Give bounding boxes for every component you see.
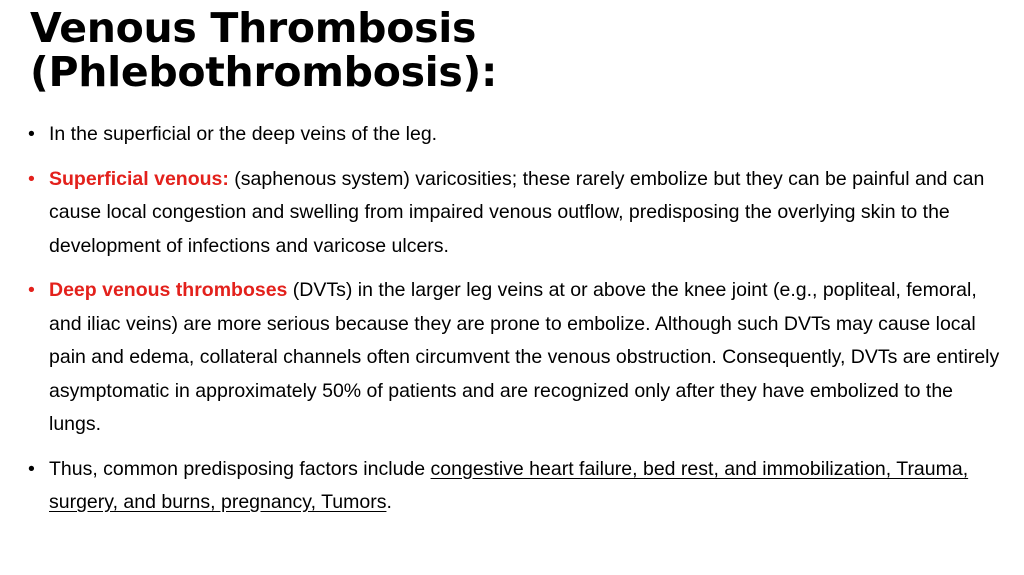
bullet-location [28, 118, 1000, 152]
bullet-text: In the superficial or the deep veins of the leg. [49, 123, 438, 145]
bullet-tail: . [386, 491, 392, 513]
slide-title [30, 6, 990, 94]
bullet-highlight: Deep venous thromboses [49, 279, 288, 301]
bullet-dot: • [28, 279, 35, 301]
bullet-text: Thus, common predisposing factors include [49, 457, 431, 480]
bullet-list [28, 118, 1000, 531]
bullet-dot: • [28, 167, 35, 190]
title-line-2: (Phlebothrombosis): [30, 48, 498, 96]
bullet-dot: • [28, 457, 35, 480]
bullet-predisposing-factors [28, 453, 1000, 520]
bullet-dot: • [28, 123, 35, 145]
bullet-underlined-factors: congestive heart failure, bed rest, and immobilization, Trauma, surgery, and burns, pregnancy, Tumors [49, 457, 969, 513]
bullet-text: (saphenous system) varicosities; these rarely embolize but they can be painful and can cause local congestion and swelling from impaired venous outflow, predisposing the overlying skin to the development of infections and varicose ulcers. [49, 167, 985, 257]
title-line-1: Venous Thrombosis [30, 4, 477, 52]
bullet-highlight: Superficial venous: [49, 167, 229, 190]
bullet-text: (DVTs) in the larger leg veins at or above the knee joint (e.g., popliteal, femoral, and iliac veins) are more serious because they are prone to embolize. Although such DVTs may cause local pain and edema, collateral channels often circumvent the venous obstruction. Consequently, DVTs are entirely asymptomatic in approximately 50% of patients and are recognized only after they have embolized to the lungs. [49, 279, 1000, 435]
bullet-superficial-venous [28, 163, 1000, 264]
bullet-deep-venous-thromboses [28, 274, 1000, 442]
